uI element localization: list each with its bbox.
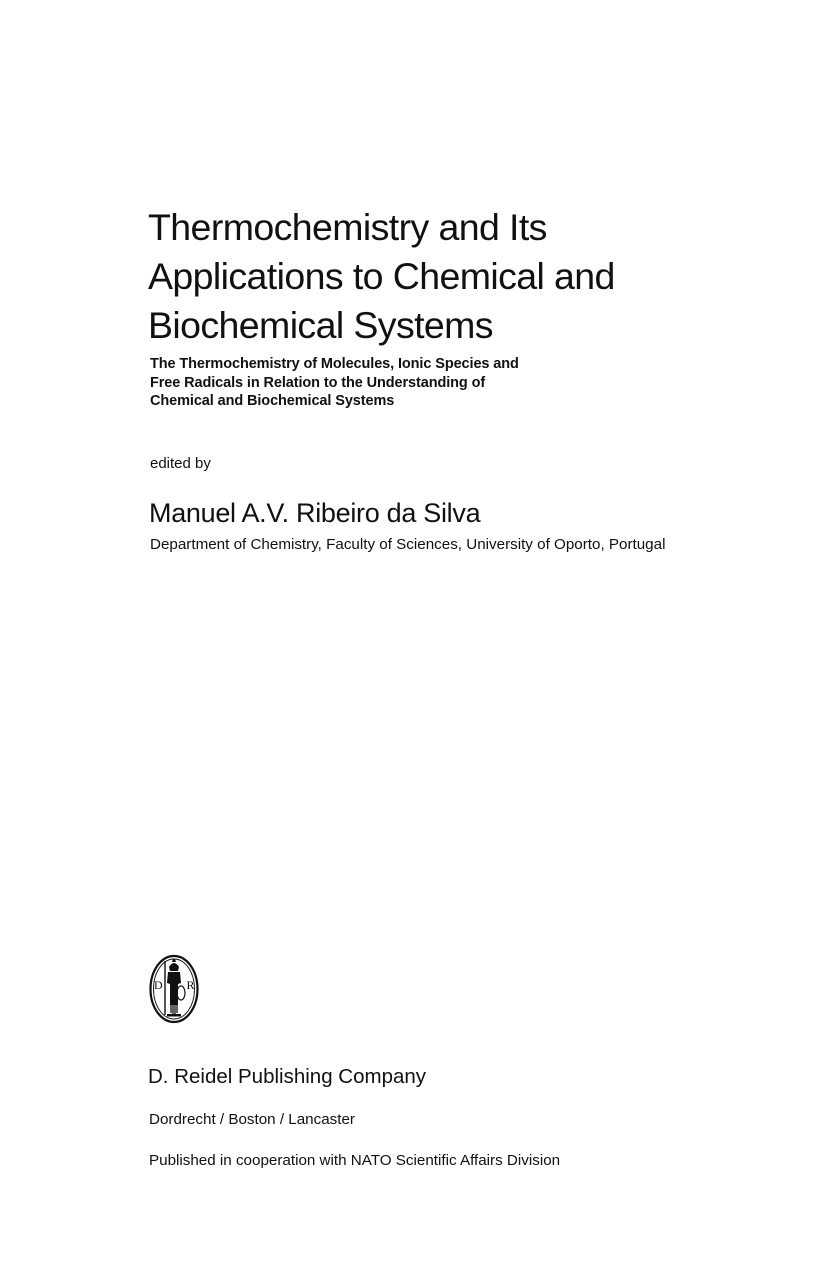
book-subtitle-line-2: Free Radicals in Relation to the Understanding of [150,374,486,391]
publisher-name: D. Reidel Publishing Company [148,1065,427,1088]
edited-by-label: edited by [150,455,211,472]
editor-name: Manuel A.V. Ribeiro da Silva [149,498,481,528]
book-title [148,203,788,350]
book-subtitle-line-1: The Thermochemistry of Molecules, Ionic Species and [150,356,519,372]
logo-letter-d: D [154,978,163,992]
publisher-cities: Dordrecht / Boston / Lancaster [149,1111,355,1128]
book-subtitle-line-3: Chemical and Biochemical Systems [150,393,395,409]
cooperation-note: Published in cooperation with NATO Scientific Affairs Division [149,1152,561,1169]
book-title-line-1: Thermochemistry and Its [148,206,547,248]
book-title-line-3: Biochemical Systems [148,304,493,346]
publisher-emblem-icon [148,953,200,1025]
editor-affiliation: Department of Chemistry, Faculty of Sciences, University of Oporto, Portugal [150,536,666,553]
book-subtitle [150,355,750,411]
book-title-line-2: Applications to Chemical and [148,255,615,297]
logo-letter-r: R [186,978,195,992]
